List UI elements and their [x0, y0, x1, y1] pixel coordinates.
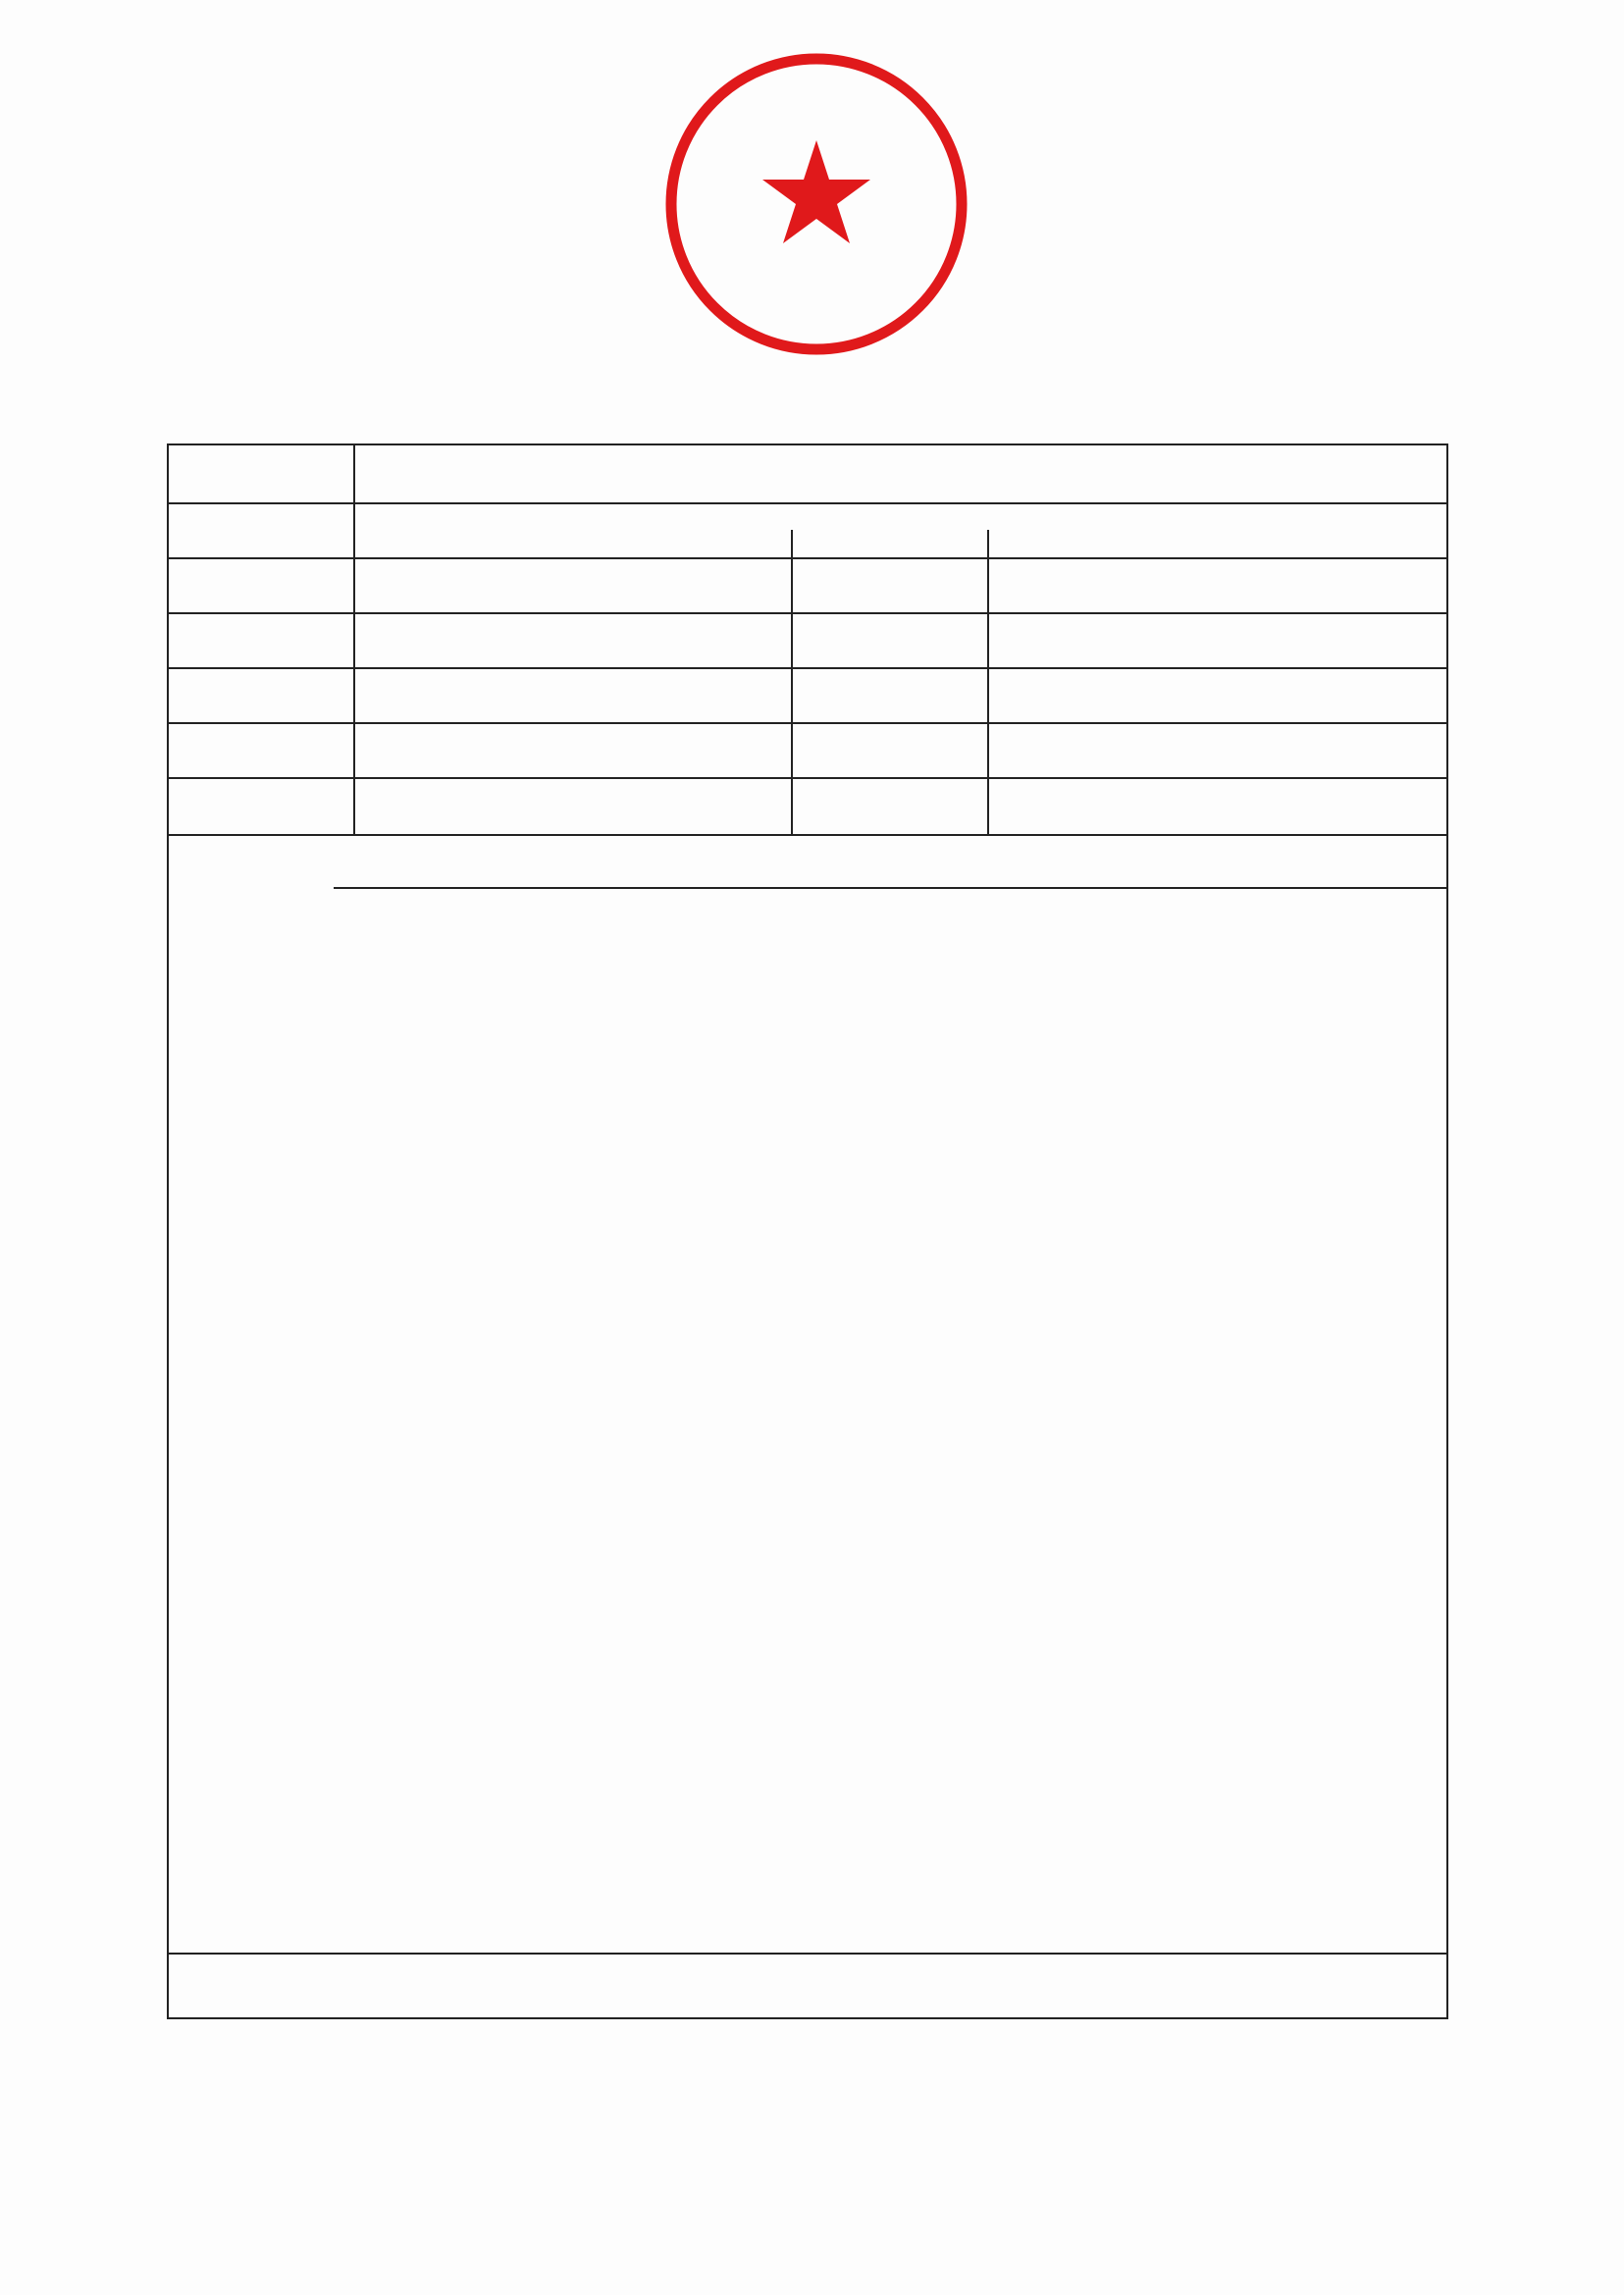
- value-receive-date: [989, 722, 1446, 775]
- value-source: [355, 640, 789, 693]
- label-receive-date: [793, 708, 985, 761]
- label-product-name: [169, 445, 351, 502]
- label-production-date: [793, 653, 985, 706]
- label-batch-no: [169, 504, 351, 557]
- value-product-name: [355, 465, 669, 522]
- label-basis: [169, 785, 351, 838]
- label-test-items: [169, 669, 351, 722]
- label-package: [793, 600, 985, 653]
- label-quantity: [169, 559, 351, 612]
- value-test-items: [355, 695, 789, 748]
- value-package: [989, 614, 1446, 667]
- value-validity: [355, 750, 789, 803]
- value-production-date: [989, 667, 1446, 720]
- label-report-date: [793, 763, 985, 816]
- value-quantity: [355, 583, 789, 636]
- label-validity: [169, 724, 351, 777]
- value-spec: [989, 559, 1446, 612]
- label-source: [169, 614, 351, 667]
- value-report-date: [989, 777, 1446, 830]
- value-batch-no: [355, 530, 789, 583]
- label-spec: [793, 545, 985, 598]
